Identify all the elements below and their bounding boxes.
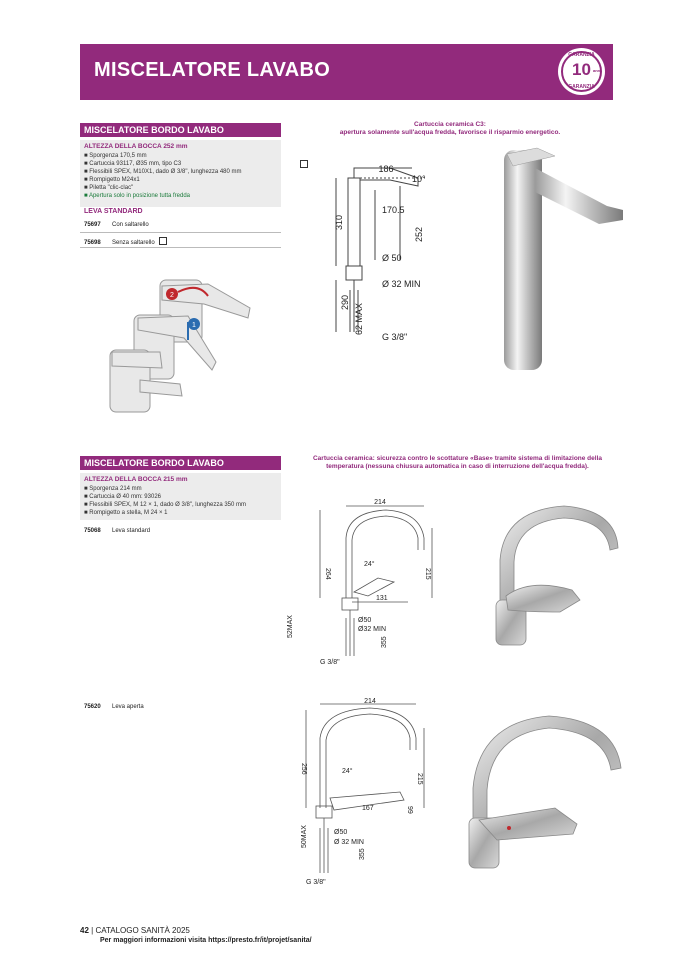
dim-355: 355 (381, 636, 388, 648)
product-row (84, 528, 150, 534)
product-label: Leva aperta (112, 704, 144, 710)
dim-256: 256 (300, 763, 307, 775)
product-code: 75698 (84, 240, 101, 246)
dim-g38: G 3/8" (306, 879, 326, 886)
badge-bottom-text: GARANZIA (568, 84, 595, 90)
section2-spec-box (80, 473, 281, 520)
section1-heading: MISCELATORE BORDO LAVABO (80, 123, 281, 137)
product-code: 75620 (84, 704, 101, 710)
dim-24: 24° (364, 561, 375, 568)
technical-drawing-1 (330, 160, 480, 345)
section1-spec-title: ALTEZZA DELLA BOCCA 252 mm (84, 143, 188, 150)
spec-line: ■ Apertura solo in posizione tutta fredda (84, 193, 191, 199)
spec-line: ■ Rompigetto a stella, M 24 × 1 (84, 510, 168, 516)
dim-186: 186 (378, 164, 394, 174)
dim-215: 215 (424, 568, 431, 580)
section1-leva: LEVA STANDARD (84, 208, 143, 215)
spec-line: ■ Flessibili SPEX, M 12 × 1, dado Ø 3/8", lunghezza 350 mm (84, 502, 246, 508)
caption-line: Cartuccia ceramica C3: (414, 121, 486, 128)
dim-24: 24° (342, 768, 353, 775)
dim-52max: 52MAX (287, 615, 294, 638)
product-code: 75068 (84, 528, 101, 534)
page-title: MISCELATORE LAVABO (94, 59, 331, 81)
dim-310: 310 (334, 214, 344, 230)
product-photo-swan-tap-a (490, 500, 630, 655)
dim-62: 62 MAX (354, 302, 364, 335)
dim-50max: 50MAX (301, 825, 308, 848)
dim-50: Ø 50 (382, 253, 402, 263)
caption-line: Cartuccia ceramica: sicurezza contro le scottature «Base» tramite sistema di limitazione della (312, 455, 602, 462)
dim-g38: G 3/8" (382, 332, 408, 342)
box-icon (159, 237, 167, 245)
dim-o50: Ø50 (334, 829, 348, 836)
dim-214: 214 (374, 499, 386, 506)
spec-line: ■ Sporgenza 214 mm (84, 486, 142, 492)
product-code: 75697 (84, 222, 101, 228)
section1-spec-box (80, 140, 281, 207)
page-number: 42 (80, 926, 89, 935)
product-label: Con saltarello (112, 222, 149, 228)
product-label: Senza saltarello (112, 240, 155, 246)
section2-caption (300, 455, 615, 471)
product-row (84, 704, 144, 710)
warranty-badge (558, 48, 605, 95)
dim-o32: Ø32 MIN (358, 626, 387, 633)
spec-line: ■ Cartuccia 93117, Ø35 mm, tipo C3 (84, 161, 182, 167)
dim-99: 99 (406, 806, 413, 814)
red-indicator-icon (507, 826, 511, 830)
technical-drawing-2b (300, 698, 440, 888)
technical-drawing-2a (287, 498, 453, 670)
section1-caption (300, 121, 600, 137)
spec-line: ■ Piletta "clic-clac" (84, 185, 134, 191)
dim-290: 290 (340, 294, 350, 310)
footer-catalog: 42 | CATALOGO SANITÀ 2025 (80, 926, 190, 935)
badge-top-text: GARANZIA (568, 52, 595, 58)
section2-spec-title: ALTEZZA DELLA BOCCA 215 mm (84, 476, 188, 483)
dim-264: 264 (324, 568, 331, 580)
divider (80, 232, 281, 233)
dim-o50: Ø50 (358, 617, 372, 624)
dim-1705: 170.5 (382, 205, 405, 215)
caption-line: temperatura (nessuna chiusura automatica in caso di interruzione dell'acqua fredda). (326, 463, 589, 470)
dim-215: 215 (416, 773, 423, 785)
section2-heading: MISCELATORE BORDO LAVABO (80, 456, 281, 470)
divider (80, 247, 281, 248)
badge-unit: anni (593, 68, 602, 73)
badge-number: 10 (572, 60, 591, 79)
product-label: Leva standard (112, 528, 151, 534)
step-2-label: 2 (170, 292, 174, 299)
box-icon (300, 160, 308, 168)
caption-line: apertura solamente sull'acqua fredda, favorisce il risparmio energetico. (339, 129, 561, 136)
dim-g38: G 3/8" (320, 659, 340, 666)
dim-167: 167 (362, 805, 374, 812)
page-banner (80, 44, 613, 100)
dim-214: 214 (364, 698, 376, 705)
dim-131: 131 (376, 595, 388, 602)
product-row (84, 237, 167, 246)
dim-32: Ø 32 MIN (382, 279, 421, 289)
faucet-sequence-illustration (100, 260, 270, 410)
footer-info: Per maggiori informazioni visita https://presto.fr/it/projet/sanita/ (100, 937, 312, 944)
spec-line: ■ Cartuccia Ø 40 mm: 93026 (84, 494, 161, 500)
product-photo-swan-tap-b (465, 708, 630, 873)
dim-252: 252 (414, 226, 424, 242)
catalog-name: CATALOGO SANITÀ 2025 (95, 926, 190, 935)
dim-10: 10° (412, 174, 426, 184)
product-photo-tall-tap (495, 140, 630, 375)
spec-line: ■ Flessibili SPEX, M10X1, dado Ø 3/8", lunghezza 480 mm (84, 169, 242, 175)
dim-o32: Ø 32 MIN (334, 839, 364, 846)
step-1-label: 1 (192, 322, 196, 329)
product-row (84, 222, 149, 228)
dim-355: 355 (359, 848, 366, 860)
spec-line: ■ Sporgenza 170,5 mm (84, 153, 147, 159)
spec-line: ■ Rompigetto M24x1 (84, 177, 140, 183)
